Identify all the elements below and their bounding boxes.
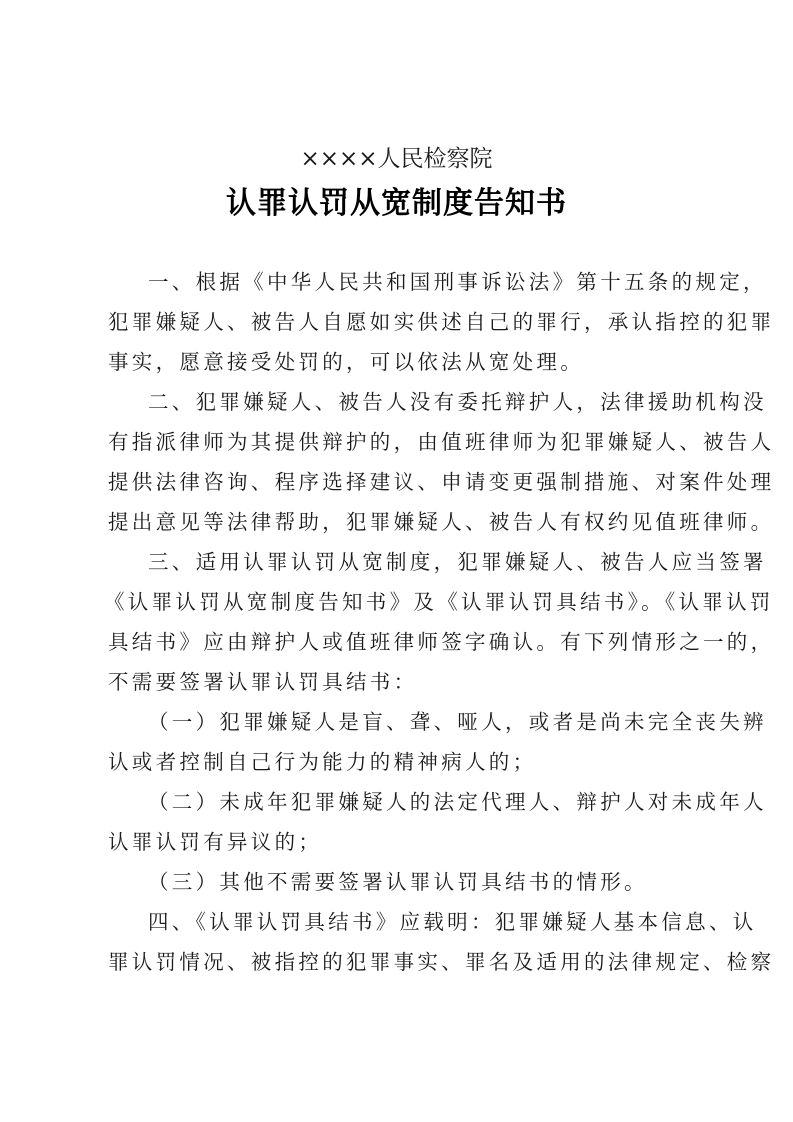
paragraph-2-line-4: 提出意见等法律帮助，犯罪嫌疑人、被告人有权约见值班律师。	[108, 510, 775, 534]
paragraph-1-line-1: 一、根据《中华人民共和国刑事诉讼法》第十五条的规定，	[148, 270, 767, 294]
item-2-line-2: 认罪认罚有异议的；	[108, 830, 323, 854]
paragraph-2-line-3: 提供法律咨询、程序选择建议、申请变更强制措施、对案件处理	[108, 470, 775, 494]
item-1-line-2: 认或者控制自己行为能力的精神病人的；	[108, 750, 537, 774]
item-2-line-1: （二）未成年犯罪嫌疑人的法定代理人、辩护人对未成年人	[148, 790, 767, 814]
paragraph-1-line-2: 犯罪嫌疑人、被告人自愿如实供述自己的罪行，承认指控的犯罪	[108, 310, 775, 334]
paragraph-2-line-1: 二、犯罪嫌疑人、被告人没有委托辩护人，法律援助机构没	[148, 390, 767, 414]
paragraph-4-line-2: 罪认罚情况、被指控的犯罪事实、罪名及适用的法律规定、检察	[108, 950, 775, 974]
paragraph-3-line-1: 三、适用认罪认罚从宽制度，犯罪嫌疑人、被告人应当签署	[148, 550, 767, 574]
item-1-line-1: （一）犯罪嫌疑人是盲、聋、哑人，或者是尚未完全丧失辨	[148, 710, 767, 734]
paragraph-2-line-2: 有指派律师为其提供辩护的，由值班律师为犯罪嫌疑人、被告人	[108, 430, 775, 454]
paragraph-1-line-3: 事实，愿意接受处罚的，可以依法从宽处理。	[108, 350, 584, 374]
paragraph-3-line-4: 不需要签署认罪认罚具结书：	[108, 670, 418, 694]
document-title: 认罪认罚从宽制度告知书	[226, 186, 567, 221]
paragraph-3-line-2: 《认罪认罚从宽制度告知书》及《认罪认罚具结书》。《认罪认罚	[104, 590, 774, 614]
paragraph-3-line-3: 具结书》应由辩护人或值班律师签字确认。有下列情形之一的，	[108, 630, 775, 654]
organization-name: ××××人民检察院	[300, 146, 493, 172]
item-3-line-1: （三）其他不需要签署认罪认罚具结书的情形。	[148, 870, 648, 894]
paragraph-4-line-1: 四、《认罪认罚具结书》应载明：犯罪嫌疑人基本信息、认	[148, 910, 757, 934]
